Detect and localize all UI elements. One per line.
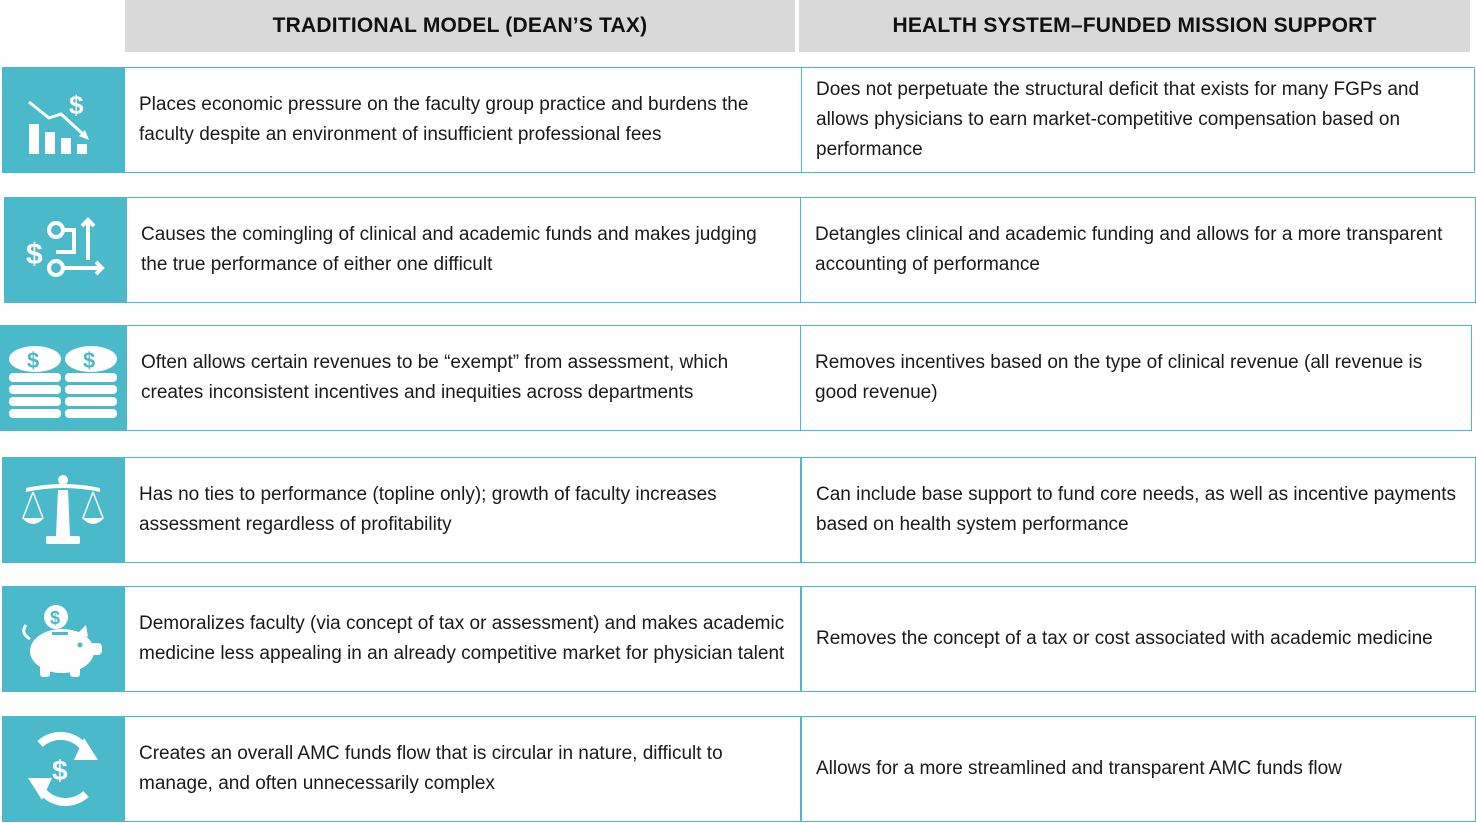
svg-text:$: $ bbox=[83, 348, 96, 373]
svg-text:$: $ bbox=[69, 90, 84, 120]
header-health-system-funded: HEALTH SYSTEM–FUNDED MISSION SUPPORT bbox=[799, 0, 1470, 52]
declining-revenue-chart-icon bbox=[23, 80, 103, 160]
svg-text:$: $ bbox=[52, 755, 68, 786]
traditional-cell bbox=[124, 586, 801, 692]
balance-scale-icon bbox=[18, 470, 108, 550]
svg-text:$: $ bbox=[50, 608, 61, 628]
icon-panel bbox=[2, 457, 124, 563]
comparison-row bbox=[2, 586, 1476, 692]
health-system-cell bbox=[801, 457, 1476, 563]
traditional-text: Causes the comingling of clinical and academic funds and makes judging the true performance of either one difficult bbox=[141, 224, 757, 275]
coin-stacks-icon bbox=[3, 335, 123, 421]
header-traditional-model: TRADITIONAL MODEL (DEAN’S TAX) bbox=[125, 0, 795, 52]
circular-dollar-icon bbox=[18, 724, 108, 814]
health-system-cell bbox=[801, 67, 1475, 173]
traditional-cell bbox=[124, 457, 801, 563]
health-system-cell bbox=[800, 197, 1476, 303]
dollar-flow-arrows-icon bbox=[20, 210, 110, 290]
comparison-row bbox=[0, 325, 1472, 431]
traditional-cell bbox=[124, 716, 801, 822]
icon-panel bbox=[0, 325, 126, 431]
health-system-text: Allows for a more streamlined and transparent AMC funds flow bbox=[816, 758, 1342, 779]
health-system-cell bbox=[801, 586, 1476, 692]
icon-panel bbox=[2, 586, 124, 692]
traditional-text: Has no ties to performance (topline only); growth of faculty increases assessment regardless of profitability bbox=[139, 484, 717, 535]
traditional-cell bbox=[126, 197, 801, 303]
traditional-text: Demoralizes faculty (via concept of tax or assessment) and makes academic medicine less appealing in an already competitive market for physician talent bbox=[139, 613, 785, 664]
traditional-cell bbox=[126, 325, 801, 431]
health-system-cell bbox=[801, 716, 1476, 822]
svg-text:$: $ bbox=[27, 348, 40, 373]
icon-panel bbox=[2, 67, 124, 173]
piggy-bank-icon bbox=[18, 599, 108, 679]
health-system-text: Removes incentives based on the type of clinical revenue (all revenue is good revenue) bbox=[815, 352, 1423, 403]
traditional-text: Places economic pressure on the faculty group practice and burdens the faculty despite an environment of insufficient professional fees bbox=[139, 94, 749, 145]
comparison-row bbox=[4, 197, 1476, 303]
traditional-cell bbox=[124, 67, 802, 173]
health-system-text: Removes the concept of a tax or cost associated with academic medicine bbox=[816, 628, 1433, 649]
health-system-text: Can include base support to fund core needs, as well as incentive payments based on health system performance bbox=[816, 484, 1457, 535]
traditional-text: Creates an overall AMC funds flow that is circular in nature, difficult to manage, and often unnecessarily complex bbox=[139, 743, 723, 794]
icon-panel bbox=[4, 197, 126, 303]
health-system-text: Does not perpetuate the structural deficit that exists for many FGPs and allows physicians to earn market-competitive compensation based on performance bbox=[816, 79, 1420, 160]
health-system-cell bbox=[800, 325, 1472, 431]
health-system-text: Detangles clinical and academic funding and allows for a more transparent accounting of performance bbox=[815, 224, 1443, 275]
comparison-row bbox=[2, 457, 1476, 563]
svg-text:$: $ bbox=[26, 238, 43, 271]
icon-panel bbox=[2, 716, 124, 822]
comparison-row bbox=[2, 716, 1476, 822]
traditional-text: Often allows certain revenues to be “exempt” from assessment, which creates inconsistent incentives and inequities across departments bbox=[141, 352, 729, 403]
comparison-row bbox=[2, 67, 1476, 173]
